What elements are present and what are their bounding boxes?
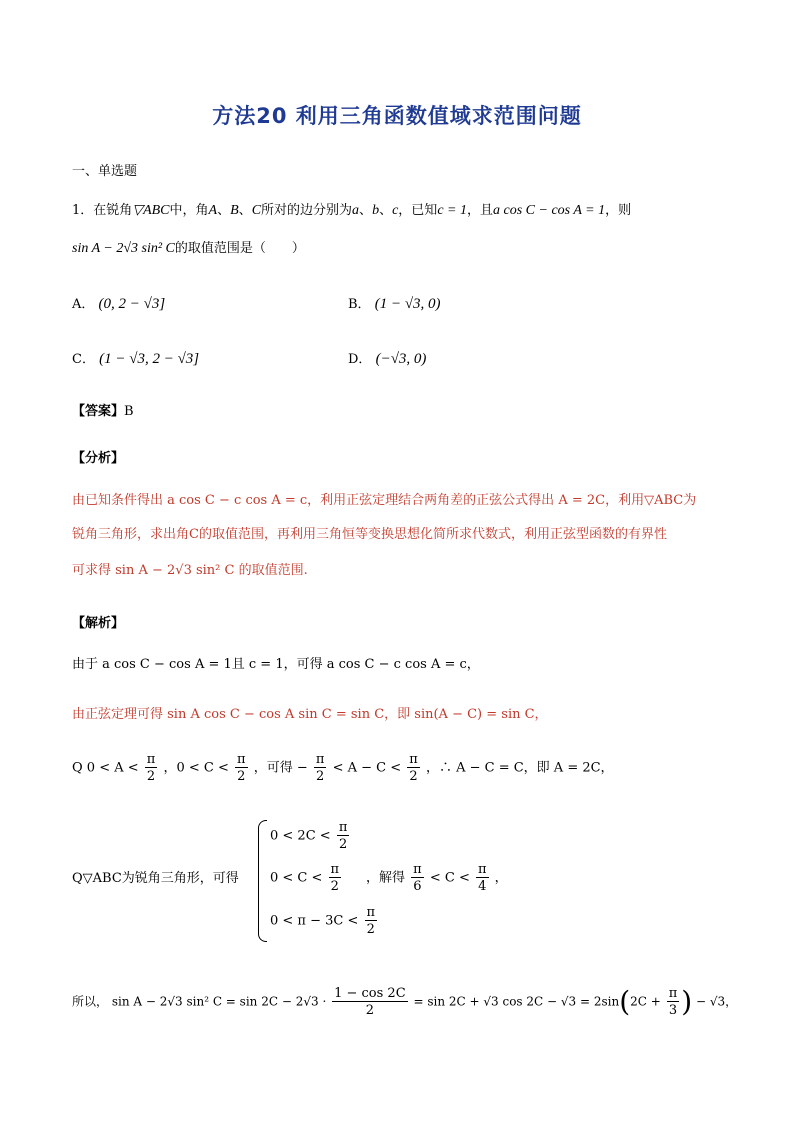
left-paren: ( [619, 985, 631, 1018]
analysis-line-3: 可求得 sin A − 2√3 sin² C 的取值范围. [72, 563, 308, 578]
frac-num: π [366, 905, 376, 920]
step3-text: ，可得 − [253, 760, 308, 776]
frac-den: 2 [365, 1003, 375, 1018]
math-c-eq: c = 1 [437, 203, 467, 218]
fraction [145, 752, 158, 784]
left-brace [258, 820, 267, 942]
frac-num: π [338, 820, 348, 835]
fraction [411, 862, 424, 894]
frac-num: π [668, 986, 678, 1001]
frac-den: 2 [237, 769, 246, 784]
frac-den: 3 [668, 1003, 678, 1018]
q-text: ，已知 [398, 203, 438, 218]
frac-den: 2 [338, 837, 348, 852]
fraction [314, 752, 327, 784]
var-B: B [230, 203, 239, 218]
frac-den: 2 [146, 769, 156, 784]
right-paren: ) [681, 985, 693, 1018]
option-label: C． [72, 352, 95, 367]
frac-den: 4 [478, 879, 487, 894]
q-text: ，且 [466, 203, 493, 218]
option-d[interactable] [348, 350, 426, 369]
solution-step-2: 由正弦定理可得 sin A cos C − cos A sin C = sin C，即 sin(A − C) = sin C， [72, 707, 548, 722]
math-target-expr: sin A − 2√3 sin² C [72, 241, 175, 256]
math-condition: a cos C − cos A = 1 [493, 203, 606, 218]
step3-text: < A − C < [332, 760, 402, 776]
var-a: a [352, 203, 360, 218]
step3-text: ，0 < C < [163, 760, 229, 776]
step3-text: ，∴ A − C = C，即 A = 2C， [425, 760, 614, 776]
q-text: ，则 [605, 203, 632, 218]
var-A: A [208, 203, 218, 218]
frac-num: π [237, 752, 246, 767]
q-sep: 、 [217, 203, 231, 218]
option-a[interactable] [72, 295, 165, 314]
step5-text: sin A − 2√3 sin² C = sin 2C − 2√3 · [111, 994, 327, 1009]
fraction [332, 986, 408, 1018]
option-value: (1 − √3, 0) [374, 296, 441, 312]
option-value: (−√3, 0) [375, 351, 427, 367]
frac-num: π [413, 862, 422, 877]
fraction [337, 820, 350, 852]
step5-text: = sin 2C + √3 cos 2C − √3 = 2sin [413, 994, 620, 1009]
var-b: b [372, 203, 380, 218]
step5-text: − √3， [696, 994, 738, 1009]
q-sep: 、 [359, 203, 373, 218]
answer-row [72, 400, 134, 421]
question-line-2 [72, 240, 305, 258]
frac-den: 2 [330, 879, 339, 894]
step4-text: ， [494, 870, 508, 886]
option-label: B． [348, 297, 371, 312]
var-c: c [392, 203, 399, 218]
analysis-line-2: 锐角三角形，求出角C的取值范围，再利用三角恒等变换思想化简所求代数式，利用正弦型函数的有界性 [72, 527, 667, 542]
frac-den: 2 [366, 922, 375, 937]
page-title: 方法20 利用三角函数值域求范围问题 [212, 104, 582, 128]
option-label: D． [348, 352, 372, 367]
answer-tag: 【答案】 [72, 404, 125, 419]
q-sep: 、 [379, 203, 393, 218]
q-text: 中，角 [169, 203, 209, 218]
step4-result [366, 862, 508, 894]
solution-step-3 [72, 752, 614, 784]
var-C: C [251, 203, 262, 218]
frac-den: 2 [409, 769, 418, 784]
sys-lhs: 0 < C < [270, 870, 323, 886]
fraction [235, 752, 248, 784]
sys-lhs: 0 < π − 3C < [270, 913, 359, 929]
q-text: 在锐角 [93, 203, 133, 218]
step4-text: ，解得 [366, 870, 406, 886]
solution-tag: 【解析】 [72, 616, 125, 631]
option-b[interactable] [348, 295, 441, 314]
frac-den: 2 [316, 769, 325, 784]
solution-step-5 [72, 986, 737, 1018]
analysis-tag: 【分析】 [72, 451, 125, 466]
step5-text: 所以， [72, 994, 109, 1009]
fraction [365, 905, 378, 937]
section-heading: 一、单选题 [72, 164, 138, 179]
fraction [667, 986, 680, 1018]
fraction [329, 862, 342, 894]
system-row-1 [270, 820, 351, 852]
option-c[interactable] [72, 350, 199, 369]
system-row-3 [270, 905, 379, 937]
q-text: 所对的边分别为 [261, 203, 353, 218]
solution-step-1: 由于 a cos C − cos A = 1且 c = 1，可得 a cos C − c cos A = c， [72, 657, 480, 672]
question-line-1 [72, 202, 631, 220]
option-value: (1 − √3, 2 − √3] [99, 351, 200, 367]
question-number: 1． [72, 203, 94, 218]
option-label: A． [72, 297, 95, 312]
frac-num: π [409, 752, 418, 767]
answer-value: B [124, 404, 134, 419]
frac-num: π [146, 752, 156, 767]
option-value: (0, 2 − √3] [98, 296, 166, 312]
system-row-2 [270, 862, 343, 894]
frac-den: 6 [413, 879, 422, 894]
q-text: 的取值范围是（ ） [174, 241, 305, 256]
frac-num: π [330, 862, 340, 877]
frac-num: 1 − cos 2C [334, 986, 406, 1001]
analysis-line-1: 由已知条件得出 a cos C − c cos A = c，利用正弦定理结合两角差的正弦公式得出 A = 2C，利用▽ABC为 [72, 493, 697, 508]
step4-prefix: Q▽ABC为锐角三角形，可得 [72, 871, 239, 886]
frac-num: π [315, 752, 325, 767]
triangle-symbol: ▽ABC [132, 203, 170, 218]
step3-text: Q 0 < A < [72, 760, 139, 776]
sys-lhs: 0 < 2C < [270, 828, 331, 844]
step4-text: < C < [429, 870, 470, 886]
q-sep: 、 [238, 203, 252, 218]
fraction [407, 752, 420, 784]
fraction [476, 862, 489, 894]
step5-text: 2C + [630, 994, 661, 1009]
frac-num: π [477, 862, 487, 877]
